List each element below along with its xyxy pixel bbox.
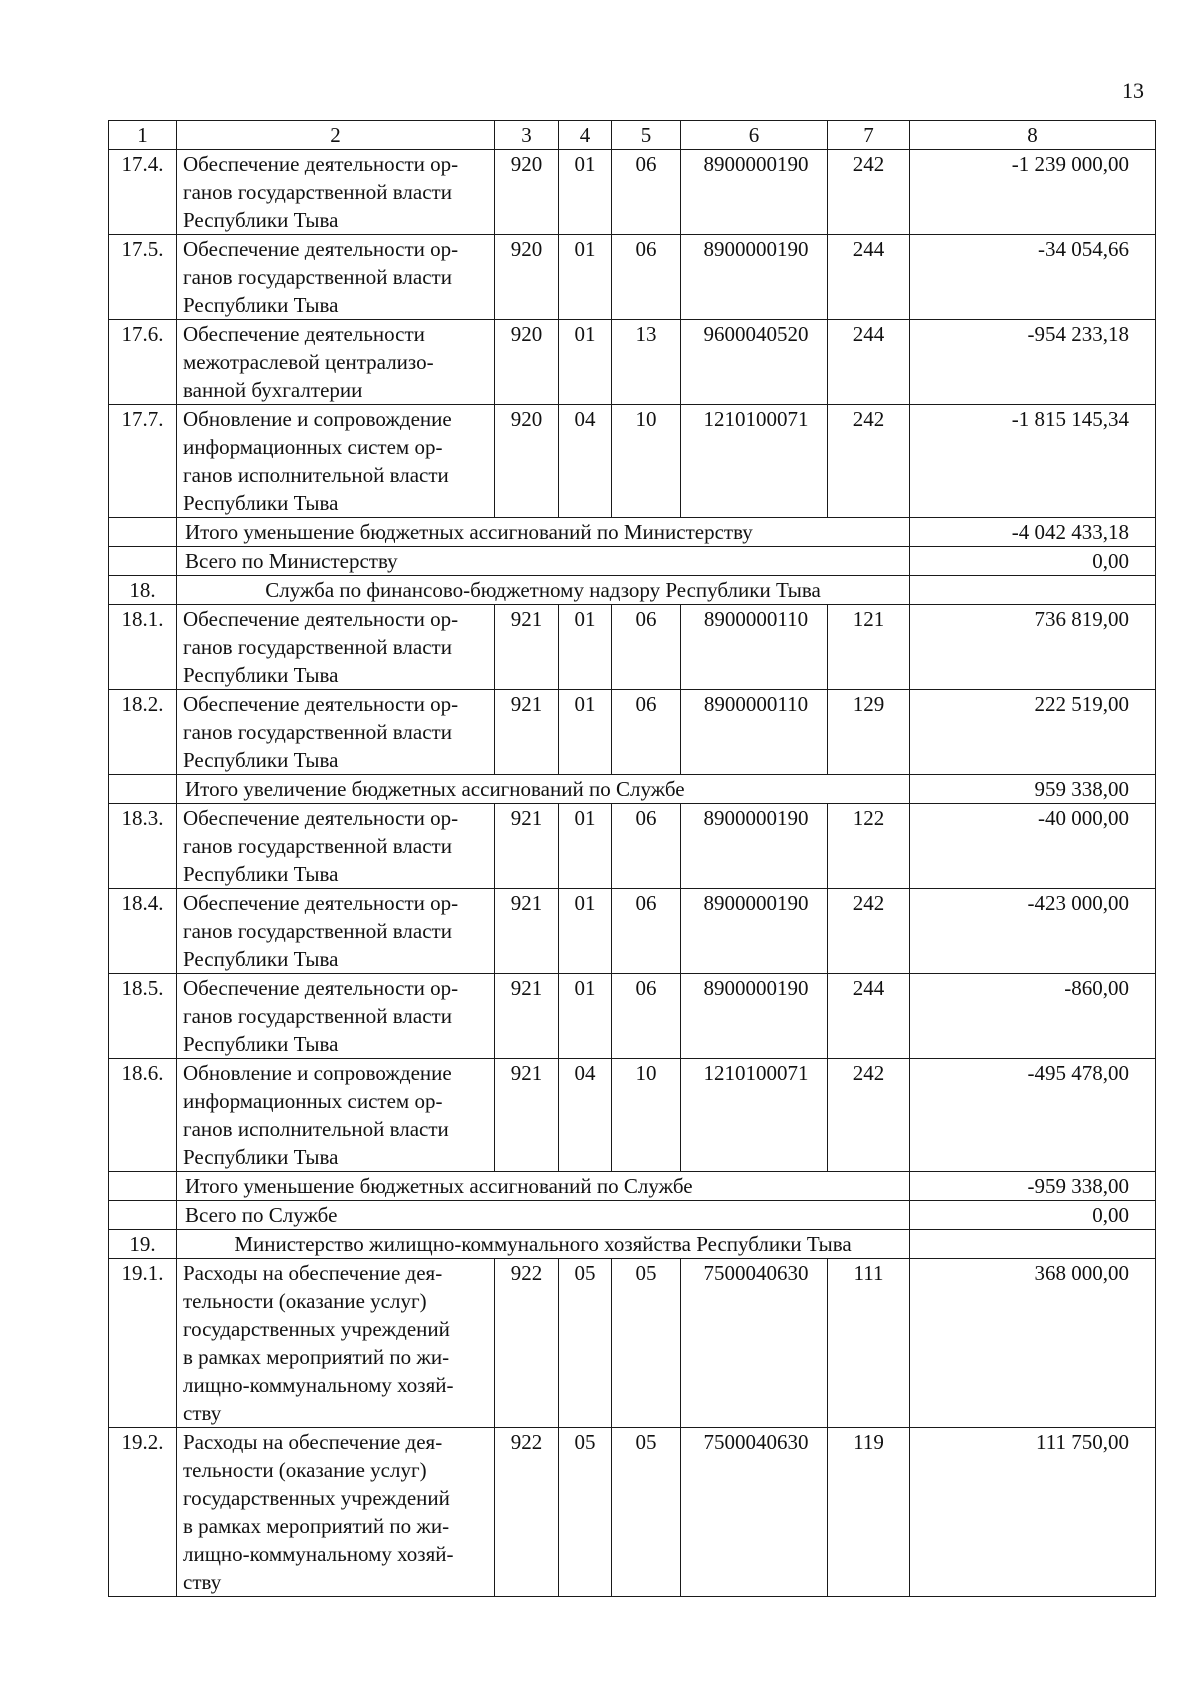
row-description: Обеспечение деятельности ор- ганов государственной власти Республики Тыва <box>177 150 495 235</box>
row-number: 19.2. <box>109 1428 177 1597</box>
budget-table <box>108 120 1156 1597</box>
cell-target-article: 8900000190 <box>681 974 828 1059</box>
summary-row <box>109 518 1156 547</box>
cell-target-article: 8900000190 <box>681 235 828 320</box>
table-row <box>109 1428 1156 1597</box>
cell-section: 01 <box>559 804 612 889</box>
row-number: 18.3. <box>109 804 177 889</box>
cell-subsection: 06 <box>612 804 681 889</box>
cell-target-article: 1210100071 <box>681 405 828 518</box>
cell-target-article: 8900000110 <box>681 690 828 775</box>
header-cell: 1 <box>109 121 177 150</box>
cell-expense-type: 244 <box>828 974 910 1059</box>
cell-subsection: 06 <box>612 889 681 974</box>
table-row <box>109 974 1156 1059</box>
cell-amount: -34 054,66 <box>910 235 1156 320</box>
table-row <box>109 1259 1156 1428</box>
cell-subsection: 05 <box>612 1428 681 1597</box>
row-description: Обеспечение деятельности ор- ганов государственной власти Республики Тыва <box>177 690 495 775</box>
summary-row <box>109 1172 1156 1201</box>
cell-target-article: 9600040520 <box>681 320 828 405</box>
row-description: Обеспечение деятельности ор- ганов государственной власти Республики Тыва <box>177 605 495 690</box>
table-row <box>109 605 1156 690</box>
section-title: Министерство жилищно-коммунального хозяйства Республики Тыва <box>177 1230 910 1259</box>
cell-section: 01 <box>559 690 612 775</box>
cell-expense-type: 242 <box>828 150 910 235</box>
cell-section: 01 <box>559 320 612 405</box>
cell-subsection: 06 <box>612 235 681 320</box>
summary-row <box>109 775 1156 804</box>
summary-label: Всего по Службе <box>177 1201 910 1230</box>
cell-subsection: 13 <box>612 320 681 405</box>
cell-expense-type: 242 <box>828 1059 910 1172</box>
row-number: 18.2. <box>109 690 177 775</box>
cell-subsection: 06 <box>612 150 681 235</box>
section-number: 19. <box>109 1230 177 1259</box>
summary-row <box>109 1201 1156 1230</box>
cell-subsection: 10 <box>612 405 681 518</box>
cell-subsection: 06 <box>612 605 681 690</box>
summary-label: Итого увеличение бюджетных ассигнований по Службе <box>177 775 910 804</box>
cell-expense-type: 121 <box>828 605 910 690</box>
summary-value: 0,00 <box>910 547 1156 576</box>
cell-amount: -860,00 <box>910 974 1156 1059</box>
cell-ministry-code: 922 <box>495 1428 559 1597</box>
cell-ministry-code: 920 <box>495 320 559 405</box>
cell-section: 04 <box>559 405 612 518</box>
cell-target-article: 8900000190 <box>681 150 828 235</box>
cell-amount: -40 000,00 <box>910 804 1156 889</box>
row-description: Расходы на обеспечение дея- тельности (оказание услуг) государственных учреждений в рамках мероприятий по жи- лищно-коммунальному хозяй- ству <box>177 1428 495 1597</box>
row-number: 18.5. <box>109 974 177 1059</box>
row-description: Обеспечение деятельности ор- ганов государственной власти Республики Тыва <box>177 235 495 320</box>
cell-expense-type: 244 <box>828 320 910 405</box>
header-cell: 7 <box>828 121 910 150</box>
cell-expense-type: 129 <box>828 690 910 775</box>
cell-amount: 368 000,00 <box>910 1259 1156 1428</box>
row-description: Обновление и сопровождение информационных систем ор- ганов исполнительной власти Республики Тыва <box>177 1059 495 1172</box>
summary-value: 959 338,00 <box>910 775 1156 804</box>
cell-amount: 222 519,00 <box>910 690 1156 775</box>
cell-ministry-code: 920 <box>495 405 559 518</box>
table-row <box>109 1059 1156 1172</box>
summary-empty-cell <box>109 1172 177 1201</box>
cell-expense-type: 242 <box>828 405 910 518</box>
header-row <box>109 121 1156 150</box>
cell-subsection: 05 <box>612 1259 681 1428</box>
cell-amount: -954 233,18 <box>910 320 1156 405</box>
row-description: Обеспечение деятельности ор- ганов государственной власти Республики Тыва <box>177 974 495 1059</box>
section-empty-cell <box>910 576 1156 605</box>
row-description: Обеспечение деятельности ор- ганов государственной власти Республики Тыва <box>177 804 495 889</box>
cell-section: 01 <box>559 974 612 1059</box>
cell-ministry-code: 920 <box>495 150 559 235</box>
cell-ministry-code: 921 <box>495 1059 559 1172</box>
cell-section: 01 <box>559 889 612 974</box>
cell-amount: 111 750,00 <box>910 1428 1156 1597</box>
summary-value: 0,00 <box>910 1201 1156 1230</box>
row-description: Обеспечение деятельности ор- ганов государственной власти Республики Тыва <box>177 889 495 974</box>
table-row <box>109 150 1156 235</box>
summary-row <box>109 547 1156 576</box>
section-row <box>109 1230 1156 1259</box>
cell-subsection: 10 <box>612 1059 681 1172</box>
cell-amount: 736 819,00 <box>910 605 1156 690</box>
row-number: 17.7. <box>109 405 177 518</box>
cell-ministry-code: 920 <box>495 235 559 320</box>
summary-label: Итого уменьшение бюджетных ассигнований по Службе <box>177 1172 910 1201</box>
row-number: 19.1. <box>109 1259 177 1428</box>
cell-section: 05 <box>559 1259 612 1428</box>
row-number: 18.4. <box>109 889 177 974</box>
summary-empty-cell <box>109 547 177 576</box>
cell-ministry-code: 921 <box>495 605 559 690</box>
cell-expense-type: 111 <box>828 1259 910 1428</box>
row-number: 17.4. <box>109 150 177 235</box>
table-row <box>109 320 1156 405</box>
summary-value: -959 338,00 <box>910 1172 1156 1201</box>
row-number: 18.1. <box>109 605 177 690</box>
page-number: 13 <box>1122 78 1144 103</box>
summary-empty-cell <box>109 518 177 547</box>
header-cell: 4 <box>559 121 612 150</box>
section-number: 18. <box>109 576 177 605</box>
row-number: 18.6. <box>109 1059 177 1172</box>
cell-ministry-code: 922 <box>495 1259 559 1428</box>
table-row <box>109 690 1156 775</box>
header-cell: 5 <box>612 121 681 150</box>
section-row <box>109 576 1156 605</box>
cell-ministry-code: 921 <box>495 974 559 1059</box>
cell-expense-type: 122 <box>828 804 910 889</box>
cell-expense-type: 119 <box>828 1428 910 1597</box>
cell-ministry-code: 921 <box>495 889 559 974</box>
header-cell: 6 <box>681 121 828 150</box>
summary-empty-cell <box>109 1201 177 1230</box>
cell-target-article: 7500040630 <box>681 1428 828 1597</box>
row-number: 17.5. <box>109 235 177 320</box>
cell-section: 01 <box>559 150 612 235</box>
cell-target-article: 1210100071 <box>681 1059 828 1172</box>
cell-section: 04 <box>559 1059 612 1172</box>
cell-expense-type: 244 <box>828 235 910 320</box>
cell-amount: -495 478,00 <box>910 1059 1156 1172</box>
row-description: Обеспечение деятельности межотраслевой централизо- ванной бухгалтерии <box>177 320 495 405</box>
table-row <box>109 235 1156 320</box>
row-description: Обновление и сопровождение информационных систем ор- ганов исполнительной власти Республики Тыва <box>177 405 495 518</box>
cell-amount: -1 815 145,34 <box>910 405 1156 518</box>
header-cell: 3 <box>495 121 559 150</box>
summary-value: -4 042 433,18 <box>910 518 1156 547</box>
header-cell: 8 <box>910 121 1156 150</box>
cell-amount: -423 000,00 <box>910 889 1156 974</box>
row-number: 17.6. <box>109 320 177 405</box>
cell-target-article: 8900000190 <box>681 804 828 889</box>
table-row <box>109 889 1156 974</box>
summary-label: Итого уменьшение бюджетных ассигнований по Министерству <box>177 518 910 547</box>
cell-target-article: 7500040630 <box>681 1259 828 1428</box>
cell-section: 01 <box>559 235 612 320</box>
cell-target-article: 8900000190 <box>681 889 828 974</box>
cell-ministry-code: 921 <box>495 804 559 889</box>
cell-ministry-code: 921 <box>495 690 559 775</box>
cell-amount: -1 239 000,00 <box>910 150 1156 235</box>
cell-subsection: 06 <box>612 690 681 775</box>
row-description: Расходы на обеспечение дея- тельности (оказание услуг) государственных учреждений в рамках мероприятий по жи- лищно-коммунальному хозяй- ству <box>177 1259 495 1428</box>
section-title: Служба по финансово-бюджетному надзору Республики Тыва <box>177 576 910 605</box>
summary-empty-cell <box>109 775 177 804</box>
section-empty-cell <box>910 1230 1156 1259</box>
cell-expense-type: 242 <box>828 889 910 974</box>
cell-subsection: 06 <box>612 974 681 1059</box>
cell-section: 05 <box>559 1428 612 1597</box>
cell-section: 01 <box>559 605 612 690</box>
summary-label: Всего по Министерству <box>177 547 910 576</box>
header-cell: 2 <box>177 121 495 150</box>
table-row <box>109 405 1156 518</box>
cell-target-article: 8900000110 <box>681 605 828 690</box>
table-row <box>109 804 1156 889</box>
